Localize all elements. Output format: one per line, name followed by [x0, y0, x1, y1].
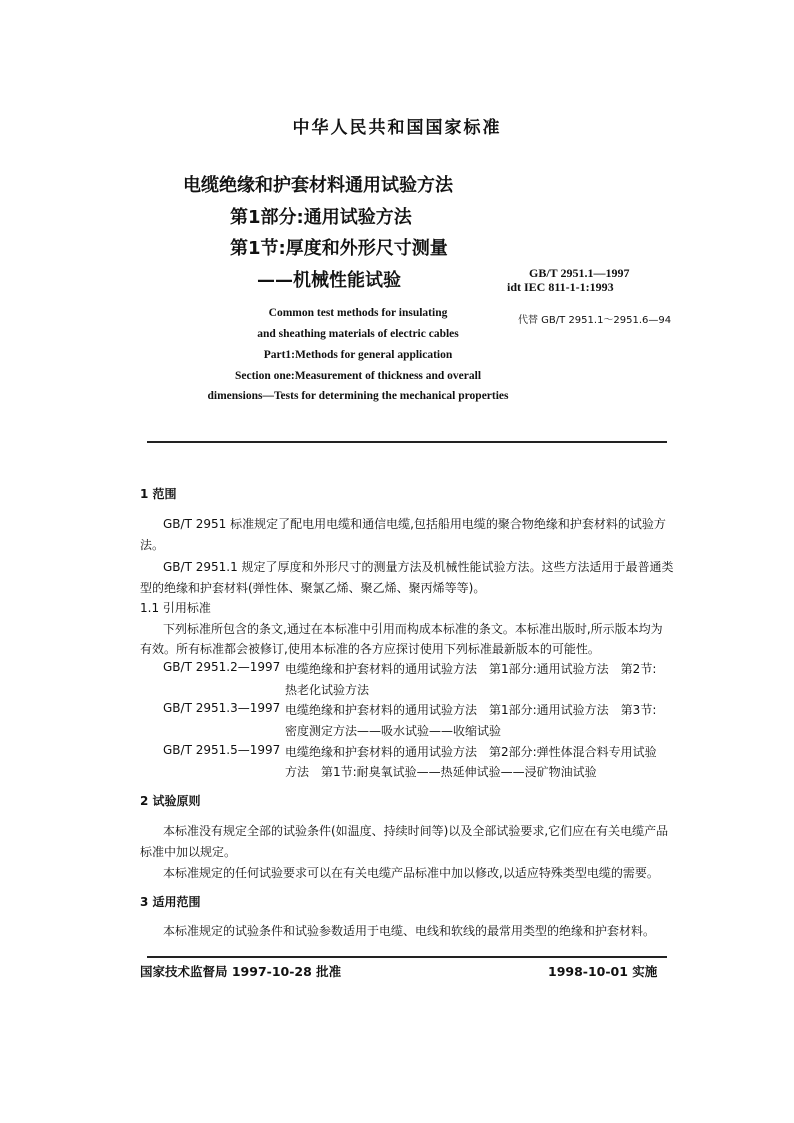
- footer-divider: [147, 956, 667, 958]
- title-en-line5: dimensions—Tests for determining the mechanical properties: [207, 390, 509, 402]
- section-1-para1-line1: GB/T 2951 标准规定了配电用电缆和通信电缆,包括船用电缆的聚合物绝缘和护套材料的试验方: [163, 517, 666, 531]
- ref-title-line2: 热老化试验方法: [285, 683, 370, 697]
- ref-title-line2: 方法 第1节:耐臭氧试验——热延伸试验——浸矿物油试验: [285, 765, 597, 779]
- title-en-line1: Common test methods for insulating: [268, 307, 448, 319]
- section-2-heading: 2 试验原则: [140, 794, 201, 808]
- section-3-para: 本标准规定的试验条件和试验参数适用于电缆、电线和软线的最常用类型的绝缘和护套材料。: [163, 924, 656, 938]
- title-en-line2: and sheathing materials of electric cables: [257, 328, 459, 340]
- ref-code: GB/T 2951.2—1997: [163, 660, 281, 674]
- ref-title-line1: 电缆绝缘和护套材料的通用试验方法 第1部分:通用试验方法 第2节:: [285, 662, 657, 676]
- idt-reference: idt IEC 811-1-1:1993: [507, 280, 614, 294]
- section-3-heading: 3 适用范围: [140, 895, 201, 909]
- section-1-1-para-line2: 有效。所有标准都会被修订,使用本标准的各方应探讨使用下列标准最新版本的可能性。: [140, 642, 600, 656]
- section-1-para2-line2: 型的绝缘和护套材料(弹性体、聚氯乙烯、聚乙烯、聚丙烯等等)。: [140, 581, 486, 595]
- title-zh-line3: 第1节:厚度和外形尺寸测量: [230, 238, 448, 259]
- section-1-1-para-line1: 下列标准所包含的条文,通过在本标准中引用而构成本标准的条文。本标准出版时,所示版本均为: [163, 622, 663, 636]
- header-divider: [147, 441, 667, 443]
- section-2-para1-line1: 本标准没有规定全部的试验条件(如温度、持续时间等)以及全部试验要求,它们应在有关电缆产品: [163, 824, 669, 838]
- ref-title-line1: 电缆绝缘和护套材料的通用试验方法 第1部分:通用试验方法 第3节:: [285, 703, 657, 717]
- title-zh-line4: ——机械性能试验: [257, 270, 401, 291]
- replaces-note: 代替 GB/T 2951.1～2951.6—94: [518, 315, 672, 326]
- approval-date: 国家技术监督局 1997-10-28 批准: [140, 964, 342, 979]
- ref-title-line2: 密度测定方法——吸水试验——收缩试验: [285, 724, 502, 738]
- section-2-para1-line2: 标准中加以规定。: [140, 845, 237, 859]
- ref-code: GB/T 2951.3—1997: [163, 701, 281, 715]
- ref-title-line1: 电缆绝缘和护套材料的通用试验方法 第2部分:弹性体混合料专用试验: [285, 745, 657, 759]
- ref-code: GB/T 2951.5—1997: [163, 743, 281, 757]
- section-1-heading: 1 范围: [140, 487, 177, 501]
- effective-date: 1998-10-01 实施: [548, 964, 658, 979]
- section-1-para1-line2: 法。: [140, 538, 165, 552]
- section-2-para2: 本标准规定的任何试验要求可以在有关电缆产品标准中加以修改,以适应特殊类型电缆的需要。: [163, 866, 659, 880]
- section-1-para2-line1: GB/T 2951.1 规定了厚度和外形尺寸的测量方法及机械性能试验方法。这些方法适用于最普通类: [163, 560, 674, 574]
- standard-code: GB/T 2951.1—1997: [529, 266, 630, 280]
- title-zh-line1: 电缆绝缘和护套材料通用试验方法: [183, 175, 453, 196]
- title-en-line4: Section one:Measurement of thickness and overall: [234, 370, 482, 382]
- section-1-1-heading: 1.1 引用标准: [140, 601, 211, 615]
- title-en-line3: Part1:Methods for general application: [263, 349, 453, 361]
- national-standard-header: 中华人民共和国国家标准: [292, 118, 502, 138]
- title-zh-line2: 第1部分:通用试验方法: [230, 207, 412, 228]
